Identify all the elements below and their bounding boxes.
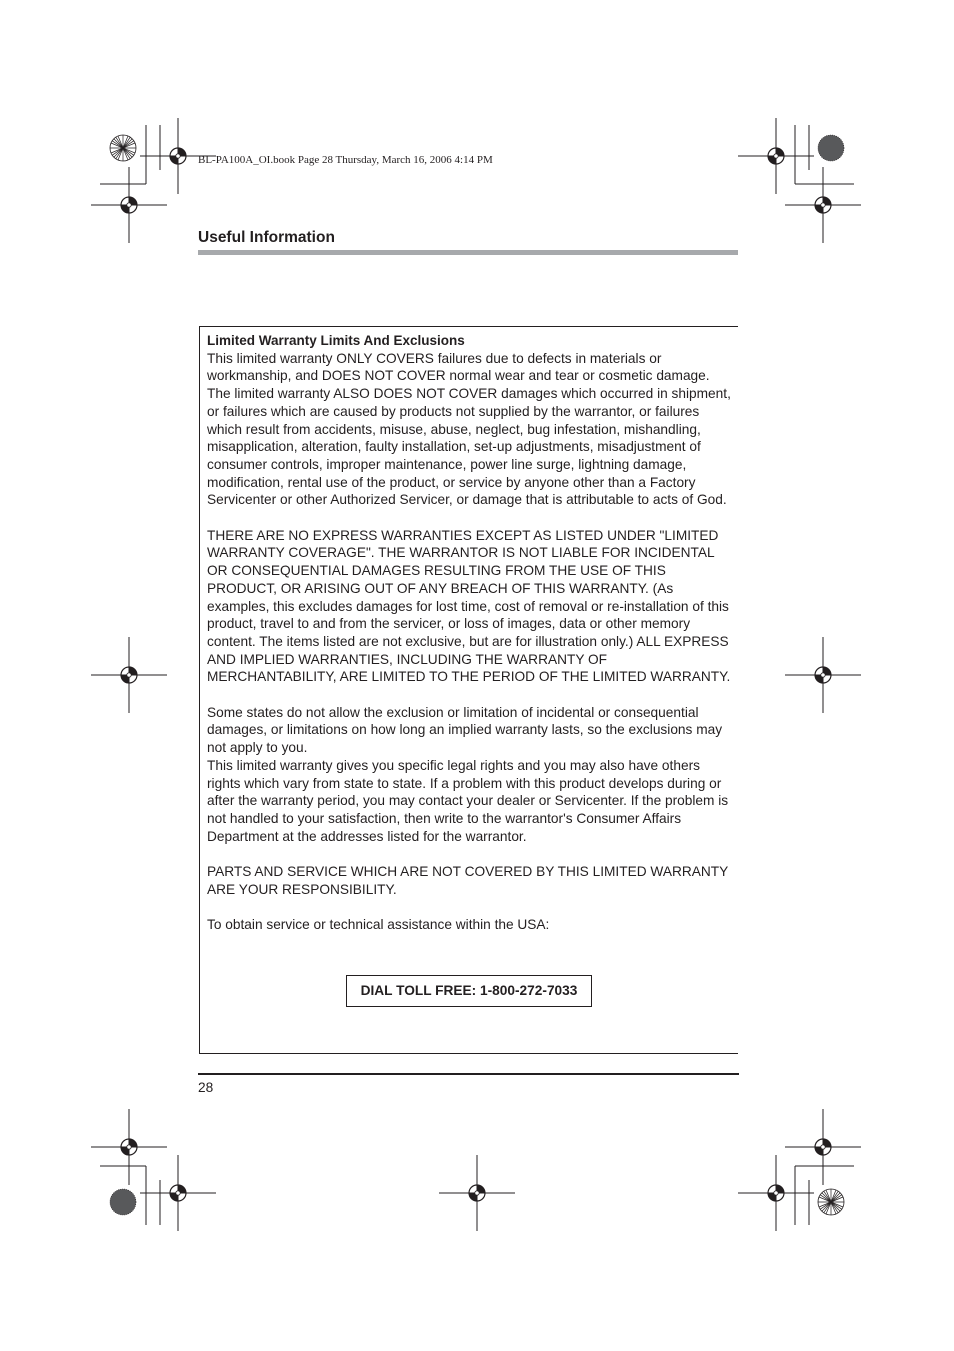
warranty-paragraph: This limited warranty gives you specific legal rights and you may also have others rights which vary from state to state. If a problem with this product develops during or after the warranty period, you may contact your dealer or Servicenter. If the problem is not handled to your satisfaction, then write to the warrantor's Consumer Affairs Department at the addresses listed for the warrantor. [207, 757, 729, 844]
warranty-content [207, 332, 735, 934]
warranty-paragraph: Some states do not allow the exclusion or limitation of incidental or consequential damages, or limitations on how long an implied warranty lasts, so the exclusions may not apply to you. [207, 704, 723, 756]
warranty-paragraph: PARTS AND SERVICE WHICH ARE NOT COVERED BY THIS LIMITED WARRANTY ARE YOUR RESPONSIBILITY. [207, 864, 728, 897]
section-title: Useful Information [198, 229, 335, 246]
warranty-heading: Limited Warranty Limits And Exclusions [207, 333, 465, 348]
toll-free-number: DIAL TOLL FREE: 1-800-272-7033 [346, 975, 592, 1007]
warranty-paragraph: This limited warranty ONLY COVERS failures due to defects in materials or workmanship, and DOES NOT COVER normal wear and tear or cosmetic damage. The limited warranty ALSO DOES NOT COVER damages which occurred in shipment, or failures which are caused by products not supplied by the warrantor, or failures which result from accidents, misuse, abuse, neglect, bug infestation, mishandling, misapplication, alteration, faulty installation, set-up adjustments, misadjustment of consumer controls, improper maintenance, power line surge, lightning damage, modification, rental use of the product, or service by anyone other than a Factory Servicenter or other Authorized Servicer, or damage that is attributable to acts of God. [207, 350, 731, 508]
footer-rule [198, 1073, 739, 1075]
warranty-paragraph: THERE ARE NO EXPRESS WARRANTIES EXCEPT AS LISTED UNDER "LIMITED WARRANTY COVERAGE". THE WARRANTOR IS NOT LIABLE FOR INCIDENTAL OR CONSEQUENTIAL DAMAGES RESULTING FROM THE USE OF THIS PRODUCT, OR ARISING OUT OF ANY BREACH OF THIS WARRANTY. (As examples, this excludes damages for lost time, cost of removal or re-installation of this product, travel to and from the servicer, or loss of images, data or other memory content. The items listed are not exclusive, but are for illustration only.) ALL EXPRESS AND IMPLIED WARRANTIES, INCLUDING THE WARRANTY OF MERCHANTABILITY, ARE LIMITED TO THE PERIOD OF THE LIMITED WARRANTY. [207, 527, 731, 685]
page-number: 28 [198, 1080, 214, 1095]
warranty-paragraph: To obtain service or technical assistance within the USA: [207, 917, 550, 933]
title-rule [198, 250, 738, 255]
print-slug: BL-PA100A_OI.book Page 28 Thursday, March 16, 2006 4:14 PM [198, 154, 493, 166]
